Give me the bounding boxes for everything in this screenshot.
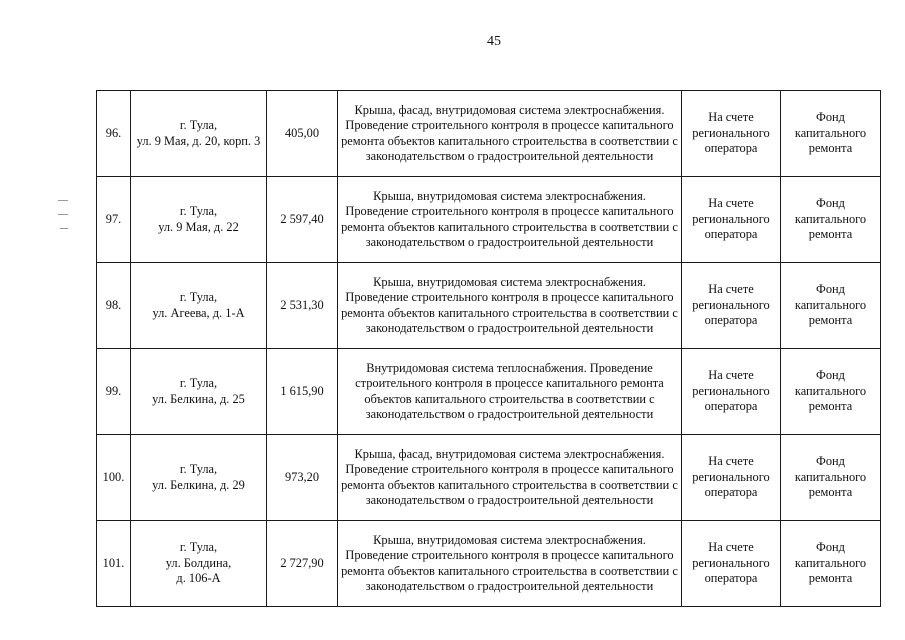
row-number: 98.: [97, 263, 131, 349]
scan-mark: [58, 200, 68, 201]
address-line: ул. Болдина,: [165, 555, 232, 570]
row-number: 96.: [97, 91, 131, 177]
scan-mark: [58, 214, 68, 215]
row-number: 97.: [97, 177, 131, 263]
address-line: д. 106-А: [176, 571, 221, 586]
address-line: г. Тула,: [179, 290, 218, 305]
account-type: На счете регионального оператора: [682, 177, 781, 263]
address-cell: [131, 177, 267, 263]
address-line: г. Тула,: [179, 376, 218, 391]
area-value: 2 597,40: [267, 177, 338, 263]
address-line: ул. Агеева, д. 1-А: [152, 305, 245, 320]
table-row: [97, 91, 881, 177]
funding-source: Фонд капитального ремонта: [781, 435, 881, 521]
scan-mark: [60, 228, 68, 229]
row-number: 99.: [97, 349, 131, 435]
row-number: 101.: [97, 521, 131, 607]
area-value: 405,00: [267, 91, 338, 177]
area-value: 2 727,90: [267, 521, 338, 607]
address-line: г. Тула,: [179, 204, 218, 219]
works-description: Крыша, внутридомовая система электроснабжения. Проведение строительного контроля в процессе капитального ремонта объектов капитального строительства в соответствии с законодательством о градостроительной деятельности: [338, 177, 682, 263]
area-value: 2 531,30: [267, 263, 338, 349]
area-value: 1 615,90: [267, 349, 338, 435]
table-row: [97, 177, 881, 263]
repair-works-table: [96, 90, 881, 607]
address-cell: [131, 91, 267, 177]
funding-source: Фонд капитального ремонта: [781, 349, 881, 435]
table-row: [97, 521, 881, 607]
address-line: г. Тула,: [179, 462, 218, 477]
address-cell: [131, 521, 267, 607]
works-description: Внутридомовая система теплоснабжения. Проведение строительного контроля в процессе капитального ремонта объектов капитального строительства в соответствии с законодательством о градостроительной деятельности: [338, 349, 682, 435]
table-row: [97, 435, 881, 521]
account-type: На счете регионального оператора: [682, 91, 781, 177]
address-line: ул. Белкина, д. 25: [152, 391, 245, 406]
table-row: [97, 349, 881, 435]
account-type: На счете регионального оператора: [682, 521, 781, 607]
table-row: [97, 263, 881, 349]
account-type: На счете регионального оператора: [682, 263, 781, 349]
works-description: Крыша, фасад, внутридомовая система электроснабжения. Проведение строительного контроля в процессе капитального ремонта объектов капитального строительства в соответствии с законодательством о градостроительной деятельности: [338, 91, 682, 177]
row-number: 100.: [97, 435, 131, 521]
account-type: На счете регионального оператора: [682, 435, 781, 521]
works-description: Крыша, внутридомовая система электроснабжения. Проведение строительного контроля в процессе капитального ремонта объектов капитального строительства в соответствии с законодательством о градостроительной деятельности: [338, 521, 682, 607]
address-line: г. Тула,: [179, 118, 218, 133]
funding-source: Фонд капитального ремонта: [781, 263, 881, 349]
address-cell: [131, 349, 267, 435]
address-line: ул. 9 Мая, д. 20, корп. 3: [136, 133, 261, 148]
address-line: ул. 9 Мая, д. 22: [158, 219, 239, 234]
works-description: Крыша, внутридомовая система электроснабжения. Проведение строительного контроля в процессе капитального ремонта объектов капитального строительства в соответствии с законодательством о градостроительной деятельности: [338, 263, 682, 349]
address-line: г. Тула,: [179, 540, 218, 555]
funding-source: Фонд капитального ремонта: [781, 91, 881, 177]
table-body: [97, 91, 881, 607]
funding-source: Фонд капитального ремонта: [781, 177, 881, 263]
address-cell: [131, 435, 267, 521]
account-type: На счете регионального оператора: [682, 349, 781, 435]
area-value: 973,20: [267, 435, 338, 521]
works-description: Крыша, фасад, внутридомовая система электроснабжения. Проведение строительного контроля в процессе капитального ремонта объектов капитального строительства в соответствии с законодательством о градостроительной деятельности: [338, 435, 682, 521]
address-line: ул. Белкина, д. 29: [152, 477, 245, 492]
page-number: 45: [487, 34, 501, 49]
address-cell: [131, 263, 267, 349]
funding-source: Фонд капитального ремонта: [781, 521, 881, 607]
